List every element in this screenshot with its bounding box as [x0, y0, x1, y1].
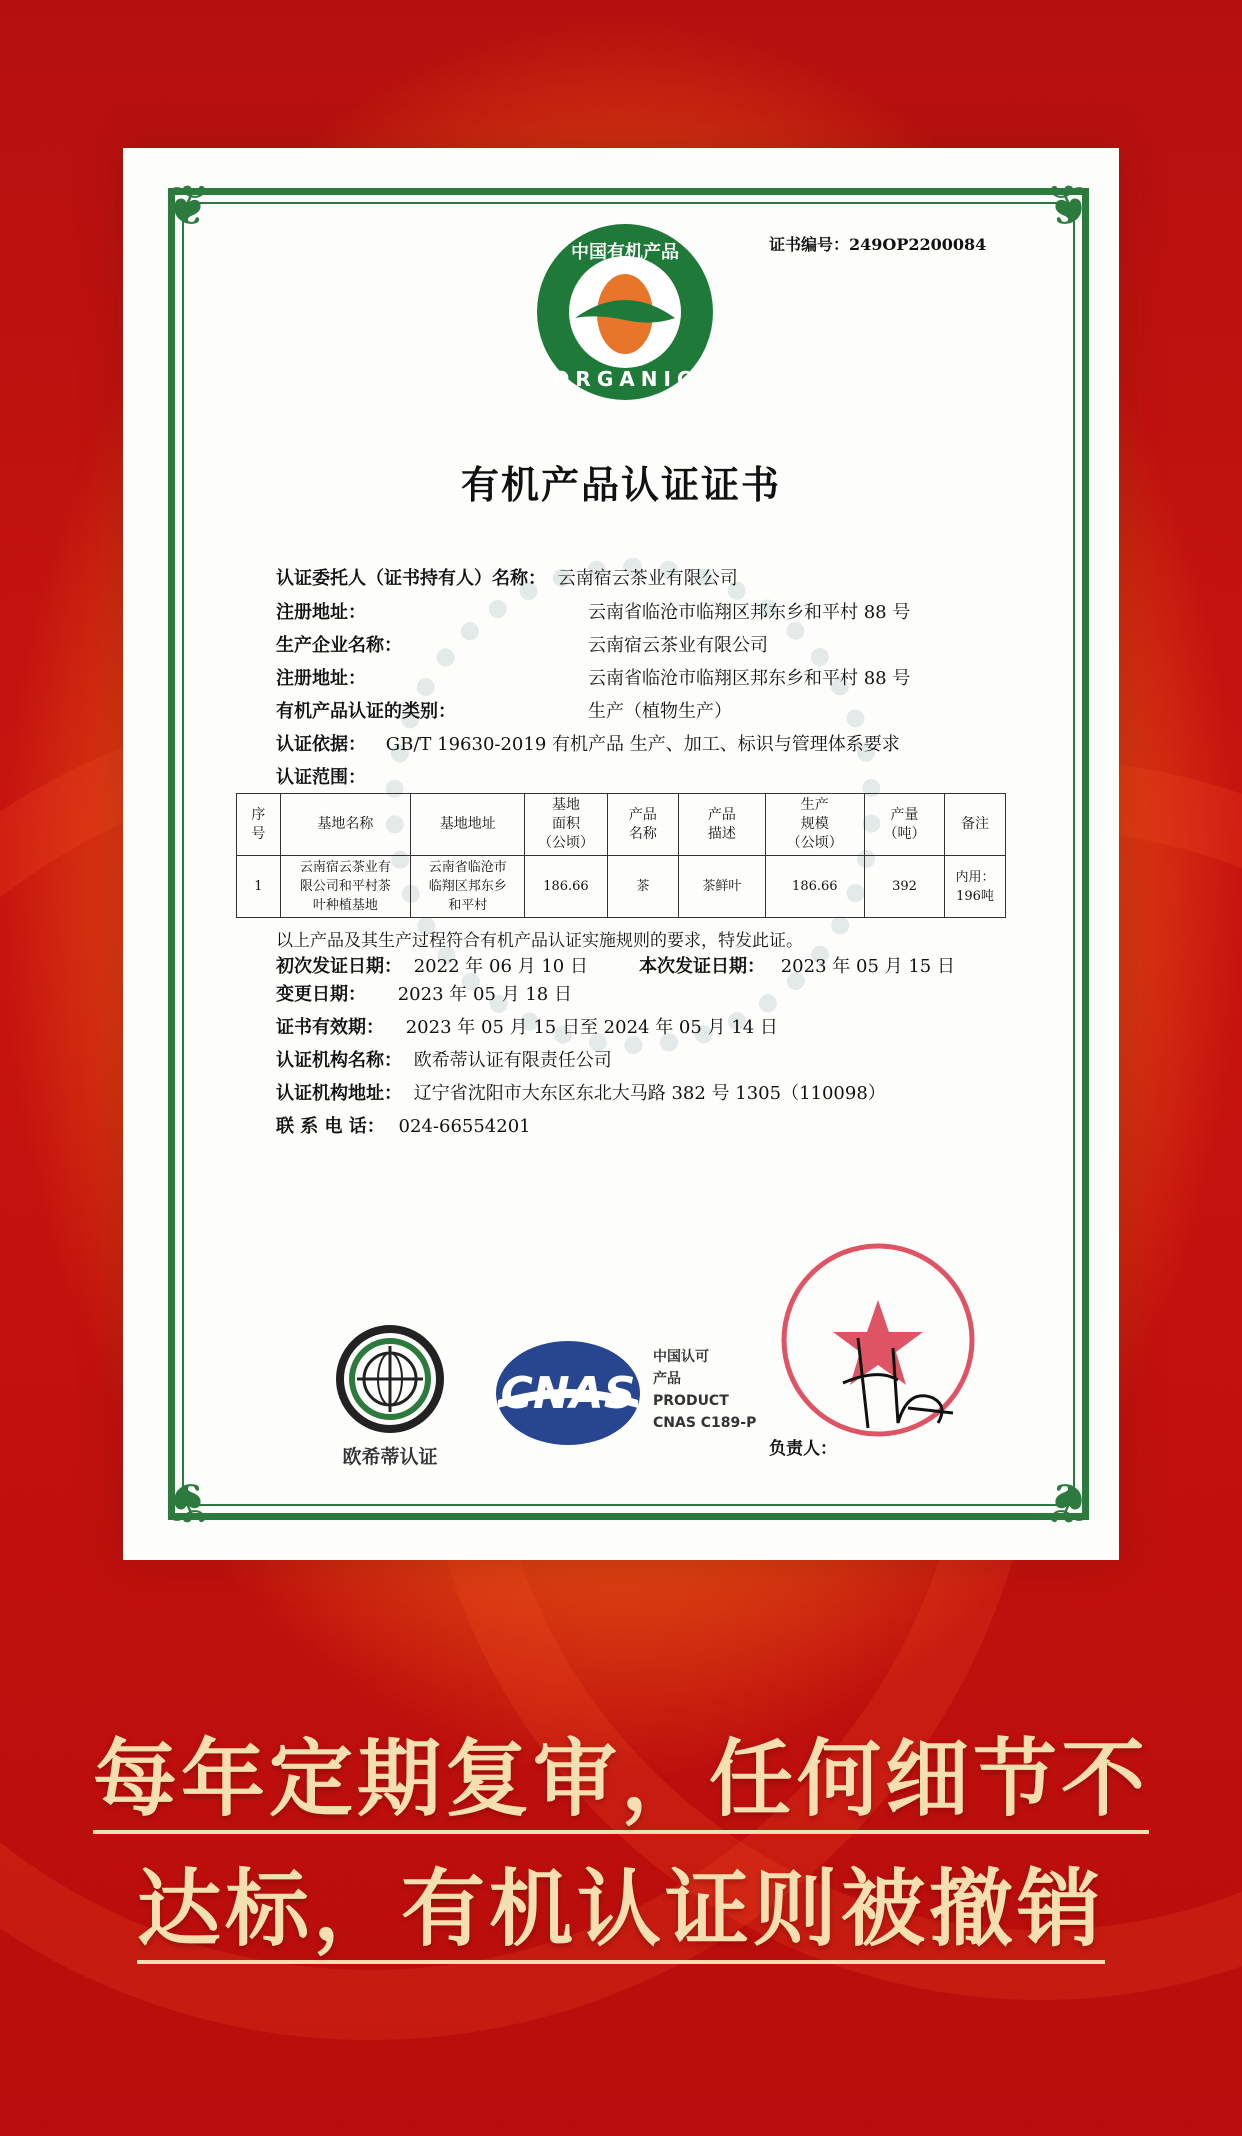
table-header-row [237, 794, 1006, 856]
scope-table [236, 793, 1006, 918]
certificate-title: 有机产品认证证书 [460, 462, 781, 507]
odt-logo [335, 1324, 445, 1469]
corner-ornament-icon: ❦ [164, 1469, 212, 1534]
signature-icon [838, 1328, 958, 1438]
cell-no: 1 [237, 856, 281, 918]
table-header: 序 号 [237, 794, 281, 856]
reg-address-field: 注册地址： [276, 602, 366, 623]
cnas-caption: 中国认可 产品 PRODUCT CNAS C189-P [653, 1349, 757, 1431]
signer-label: 负责人： [769, 1439, 837, 1459]
svg-text:ORGANIC: ORGANIC [552, 367, 698, 391]
cell-base-address: 云南省临沧市 临翔区邦东乡 和平村 [411, 856, 525, 918]
table-header: 基地名称 [280, 794, 410, 856]
table-header: 生产 规模 （公顷） [765, 794, 864, 856]
change-date: 变更日期： 2023 年 05 月 18 日 [276, 984, 572, 1005]
scope-label: 认证范围： [276, 767, 366, 788]
basis-field: 认证依据： GB/T 19630-2019 有机产品 生产、加工、标识与管理体系要求 [276, 734, 900, 755]
org-name: 认证机构名称： 欧希蒂认证有限责任公司 [276, 1050, 612, 1071]
svg-text:CNAS: CNAS [500, 1368, 636, 1419]
producer-field: 生产企业名称： [276, 635, 402, 656]
org-address: 认证机构地址： 辽宁省沈阳市大东区东北大马路 382 号 1305（110098） [276, 1083, 886, 1104]
corner-ornament-icon: ❦ [1044, 1469, 1092, 1534]
corner-ornament-icon: ❦ [164, 174, 212, 239]
cell-description: 茶鲜叶 [679, 856, 766, 918]
client-field: 认证委托人（证书持有人）名称： 云南宿云茶业有限公司 [276, 568, 738, 589]
cell-scale: 186.66 [765, 856, 864, 918]
certificate-statement: 以上产品及其生产过程符合有机产品认证实施规则的要求，特发此证。 [276, 931, 803, 951]
first-issue-date: 初次发证日期： 2022 年 06 月 10 日 [276, 956, 588, 977]
cell-area: 186.66 [525, 856, 607, 918]
table-header: 产量 （吨） [864, 794, 944, 856]
table-row [237, 856, 1006, 918]
odt-name: 欧希蒂认证 [342, 1446, 438, 1468]
reg-address2-value: 云南省临沧市临翔区邦东乡和平村 88 号 [588, 668, 911, 689]
org-phone: 联 系 电 话： 024-66554201 [276, 1116, 531, 1137]
organic-logo-icon [535, 222, 715, 402]
cell-product: 茶 [607, 856, 679, 918]
table-header: 产品 描述 [679, 794, 766, 856]
cell-output: 392 [864, 856, 944, 918]
table-header: 备注 [945, 794, 1006, 856]
cell-remark: 内用： 196吨 [945, 856, 1006, 918]
slogan-line-2: 达标，有机认证则被撤销 [0, 1842, 1242, 1963]
svg-text:中国有机产品: 中国有机产品 [571, 242, 679, 263]
table-header: 基地 面积 （公顷） [525, 794, 607, 856]
certificate [123, 148, 1119, 1560]
cnas-logo-icon [493, 1338, 643, 1448]
category-field: 有机产品认证的类别： [276, 701, 456, 722]
table-header: 基地地址 [411, 794, 525, 856]
validity-period: 证书有效期： 2023 年 05 月 15 日至 2024 年 05 月 14 日 [276, 1017, 778, 1038]
cell-base-name: 云南宿云茶业有 限公司和平村茶 叶种植基地 [280, 856, 410, 918]
odt-globe-icon [335, 1324, 445, 1434]
producer-value: 云南宿云茶业有限公司 [588, 635, 768, 656]
this-issue-date: 本次发证日期： 2023 年 05 月 15 日 [639, 956, 955, 977]
category-value: 生产（植物生产） [588, 701, 732, 722]
reg-address-value: 云南省临沧市临翔区邦东乡和平村 88 号 [588, 602, 911, 623]
certificate-number: 证书编号：249OP2200084 [769, 235, 987, 254]
corner-ornament-icon: ❦ [1044, 174, 1092, 239]
reg-address2-field: 注册地址： [276, 668, 366, 689]
table-header: 产品 名称 [607, 794, 679, 856]
slogan-line-1: 每年定期复审，任何细节不 [0, 1712, 1242, 1833]
